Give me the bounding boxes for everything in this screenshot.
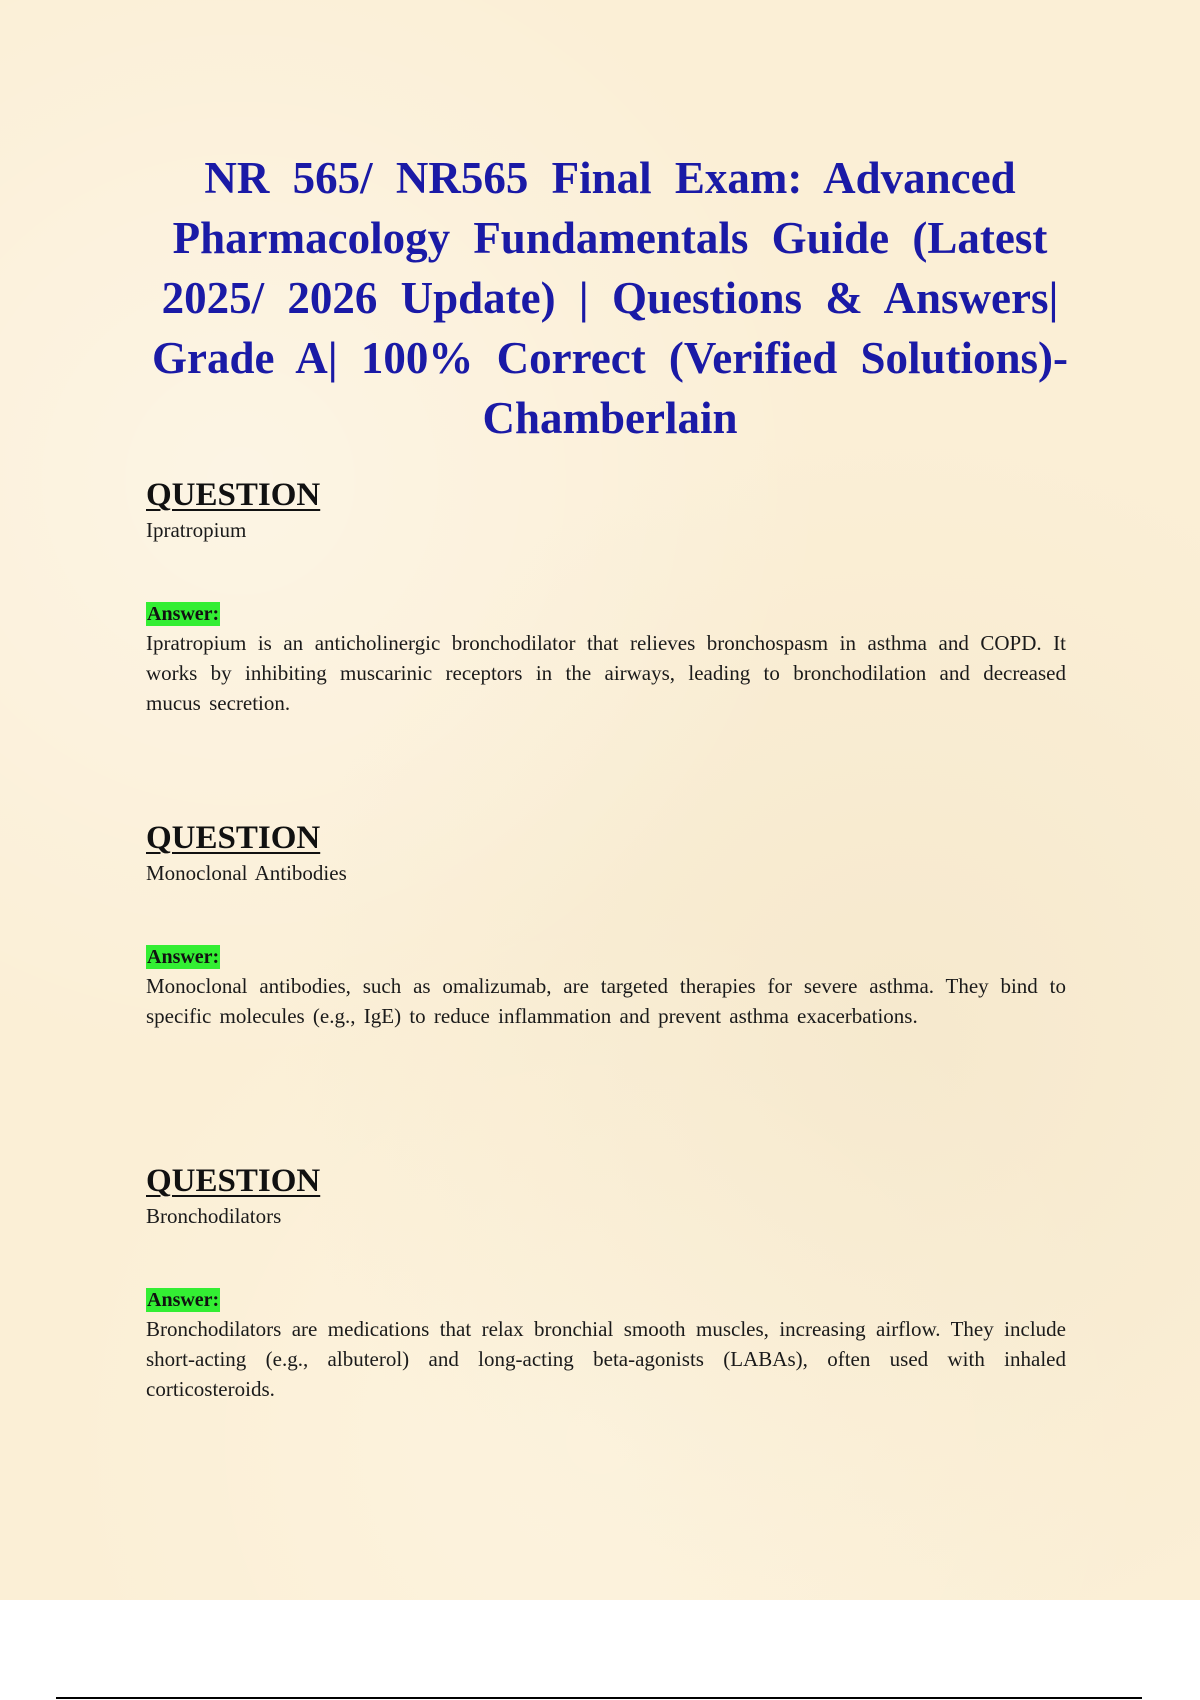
question-text: Monoclonal Antibodies (146, 861, 347, 885)
qa-item-monoclonal-antibodies (146, 819, 1066, 1031)
answer-label: Answer: (147, 946, 220, 968)
answer-text: Monoclonal antibodies, such as omalizumab, are targeted therapies for severe asthma. They bind to specific molecules (e.g., IgE) to reduce inflammation and prevent asthma exacerbations. (146, 974, 1066, 1028)
question-text: Bronchodilators (146, 1204, 282, 1228)
qa-item-bronchodilators (146, 1162, 1066, 1404)
footer-rule (56, 1697, 1142, 1699)
question-heading: QUESTION (146, 477, 321, 513)
question-text: Ipratropium (146, 518, 247, 542)
answer-label: Answer: (147, 603, 220, 625)
qa-item-ipratropium (146, 476, 1066, 718)
answer-text: Ipratropium is an anticholinergic bronchodilator that relieves bronchospasm in asthma and COPD. It works by inhibiting muscarinic receptors in the airways, leading to bronchodilation and decreased mucus secretion. (146, 631, 1066, 715)
question-heading: QUESTION (146, 820, 321, 856)
question-heading: QUESTION (146, 1163, 321, 1199)
answer-label: Answer: (147, 1289, 220, 1311)
document-title: NR 565/ NR565 Final Exam: Advanced Pharmacology Fundamentals Guide (Latest 2025/ 2026 Update) | Questions & Answers| Grade A| 100% Correct (Verified Solutions)- Chamberlain (151, 153, 1069, 443)
answer-text: Bronchodilators are medications that relax bronchial smooth muscles, increasing airflow. They include short-acting (e.g., albuterol) and long-acting beta-agonists (LABAs), often used with inhaled corticosteroids. (146, 1317, 1066, 1401)
